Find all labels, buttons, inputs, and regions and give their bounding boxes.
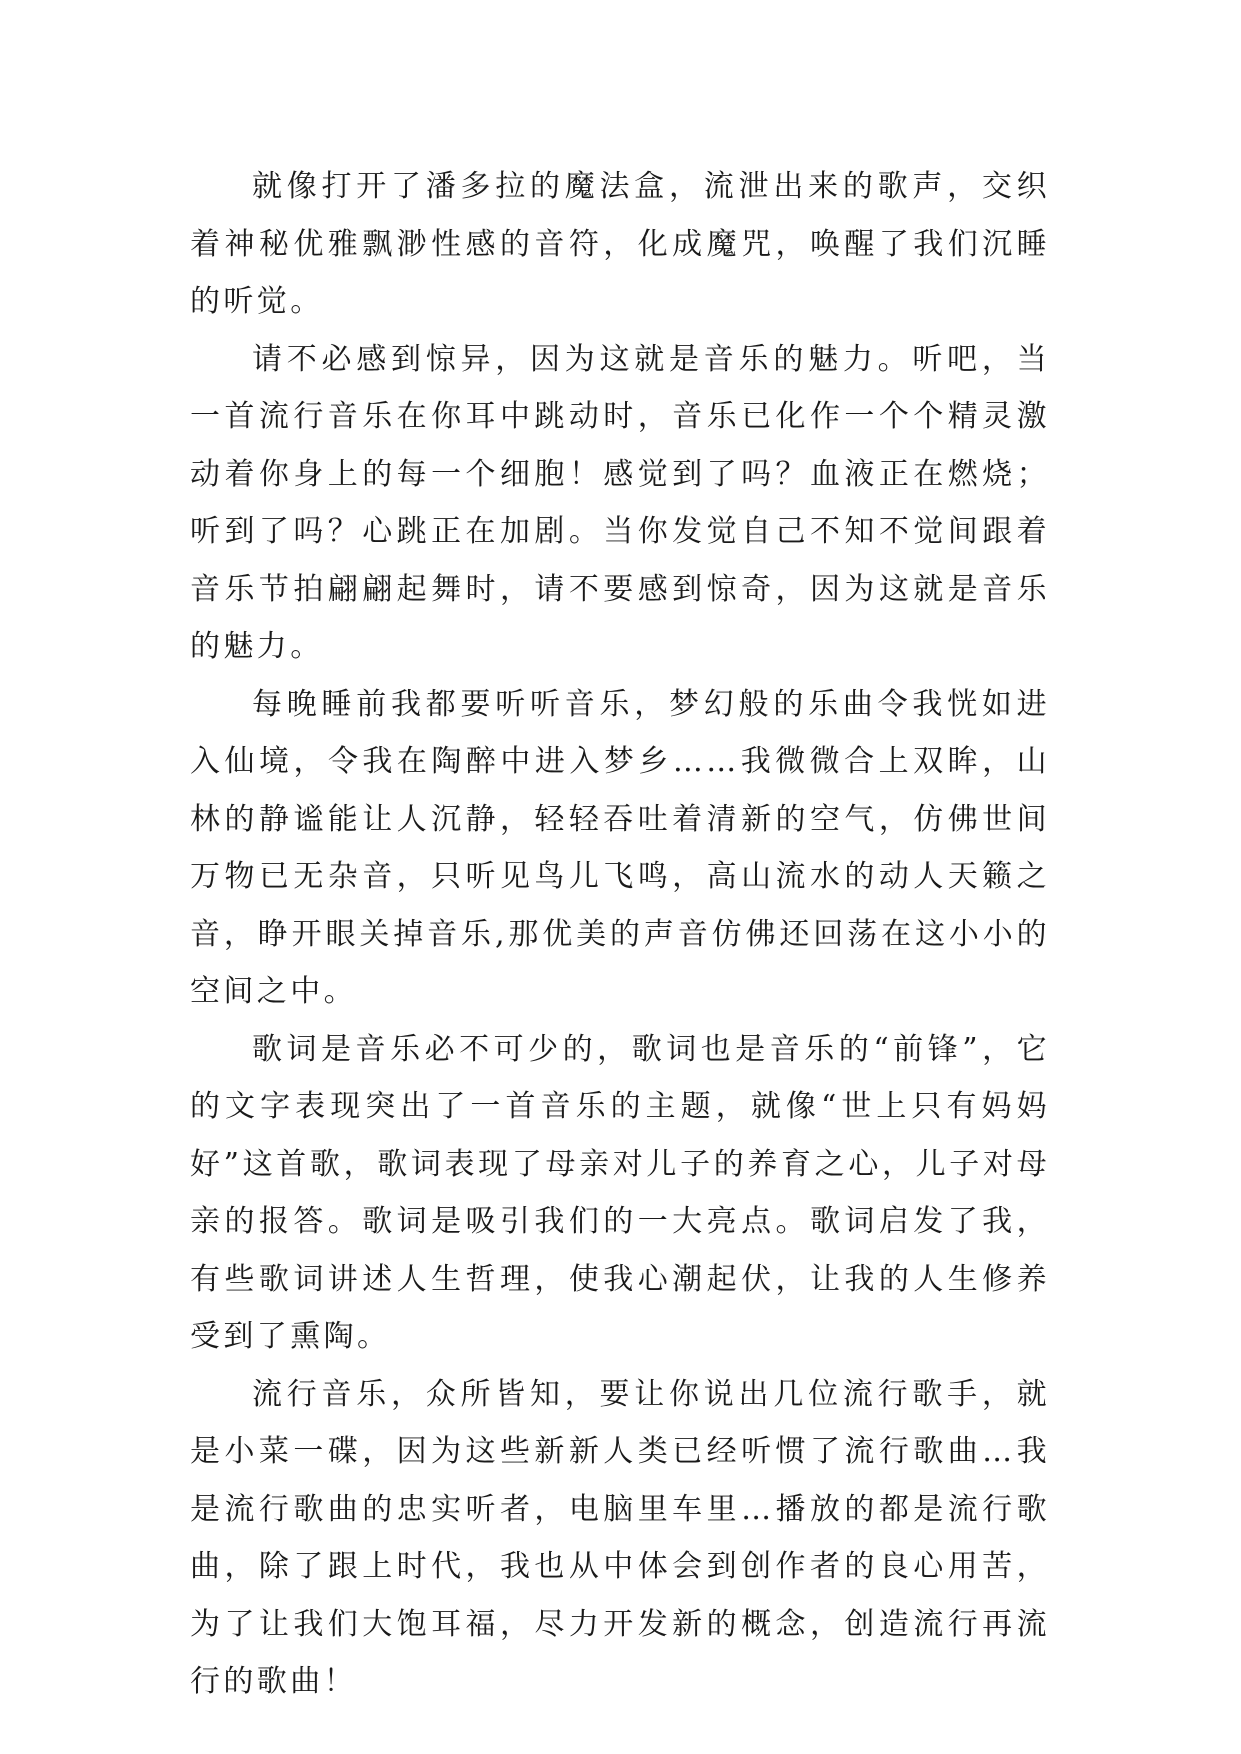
paragraph-2: 请不必感到惊异，因为这就是音乐的魅力。听吧，当一首流行音乐在你耳中跳动时，音乐已化作一个个精灵激动着你身上的每一个细胞！感觉到了吗？血液正在燃烧；听到了吗？心跳正在加剧。当你发觉自己不知不觉间跟着音乐节拍翩翩起舞时，请不要感到惊奇，因为这就是音乐的魅力。 [190, 341, 1050, 664]
paragraph-5: 流行音乐，众所皆知，要让你说出几位流行歌手，就是小菜一碟，因为这些新新人类已经听惯了流行歌曲…我是流行歌曲的忠实听者，电脑里车里…播放的都是流行歌曲，除了跟上时代，我也从中体会到创作者的良心用苦，为了让我们大饱耳福，尽力开发新的概念，创造流行再流行的歌曲！ [190, 1376, 1050, 1699]
paragraph-1: 就像打开了潘多拉的魔法盒，流泄出来的歌声，交织着神秘优雅飘渺性感的音符，化成魔咒，唤醒了我们沉睡的听觉。 [190, 169, 1050, 319]
document-body [190, 158, 1050, 1711]
paragraph-3: 每晚睡前我都要听听音乐，梦幻般的乐曲令我恍如进入仙境，令我在陶醉中进入梦乡……我微微合上双眸，山林的静谧能让人沉静，轻轻吞吐着清新的空气，仿佛世间万物已无杂音，只听见鸟儿飞鸣，高山流水的动人天籁之音，睁开眼关掉音乐,那优美的声音仿佛还回荡在这小小的空间之中。 [190, 686, 1050, 1009]
paragraph-4: 歌词是音乐必不可少的，歌词也是音乐的“前锋”，它的文字表现突出了一首音乐的主题，就像“世上只有妈妈好”这首歌，歌词表现了母亲对儿子的养育之心，儿子对母亲的报答。歌词是吸引我们的一大亮点。歌词启发了我，有些歌词讲述人生哲理，使我心潮起伏，让我的人生修养受到了熏陶。 [190, 1031, 1050, 1354]
